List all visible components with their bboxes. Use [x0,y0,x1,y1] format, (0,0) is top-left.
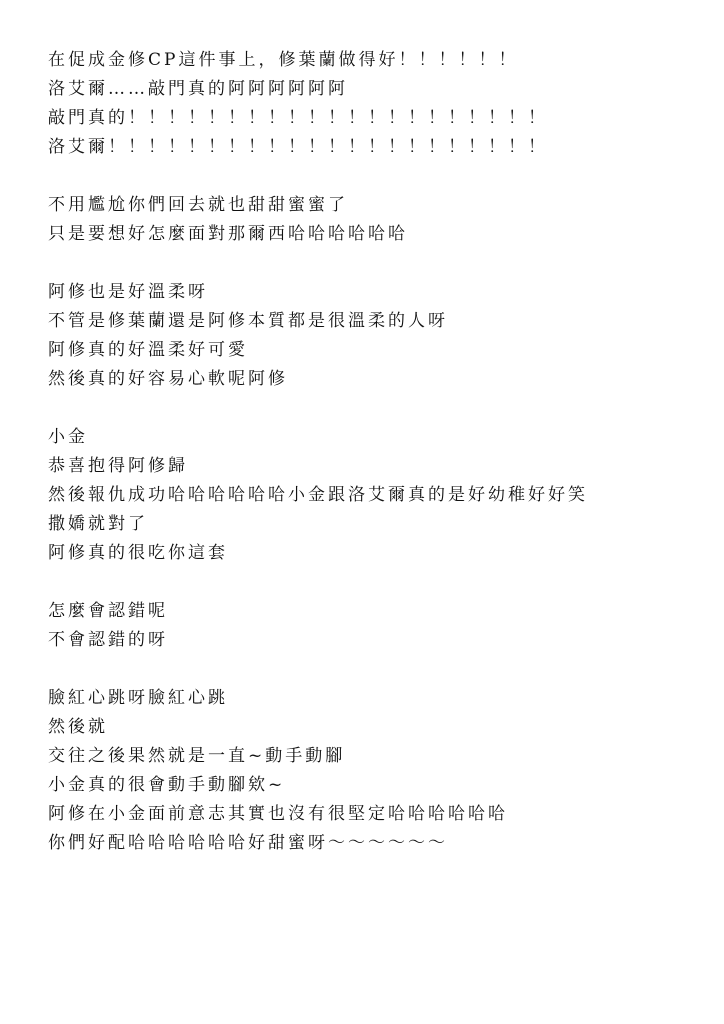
text-line: 撒嬌就對了 [48,514,148,534]
text-line: 然後報仇成功哈哈哈哈哈哈小金跟洛艾爾真的是好幼稚好好笑 [48,485,588,505]
text-line: 怎麼會認錯呢 [48,601,168,621]
text-line: 不用尷尬你們回去就也甜甜蜜蜜了 [48,195,348,215]
paragraph-gap [48,655,688,684]
text-line: 洛艾爾……敲門真的阿阿阿阿阿阿 [48,79,348,99]
paragraph-gap [48,249,688,278]
paragraph [48,278,688,394]
text-line: 洛艾爾！！！！！！！！！！！！！！！！！！！！！！ [48,137,548,157]
paragraph-gap [48,394,688,423]
paragraph-gap [48,568,688,597]
text-line: 恭喜抱得阿修歸 [48,456,188,476]
paragraph [48,46,688,162]
paragraph [48,423,688,568]
text-line: 你們好配哈哈哈哈哈哈好甜蜜呀～～～～～～ [48,833,448,853]
paragraph [48,191,688,249]
text-line: 然後真的好容易心軟呢阿修 [48,369,288,389]
text-line: 只是要想好怎麼面對那爾西哈哈哈哈哈哈 [48,224,408,244]
text-line: 阿修真的好溫柔好可愛 [48,340,248,360]
text-line: 然後就 [48,717,108,737]
text-line: 阿修真的很吃你這套 [48,543,228,563]
paragraph-gap [48,162,688,191]
text-line: 小金 [48,427,88,447]
text-line: 不會認錯的呀 [48,630,168,650]
text-line: 敲門真的！！！！！！！！！！！！！！！！！！！！！ [48,108,548,128]
paragraph [48,684,688,858]
paragraph [48,597,688,655]
text-line: 不管是修葉蘭還是阿修本質都是很溫柔的人呀 [48,311,448,331]
text-line: 在促成金修CP這件事上，修葉蘭做得好！！！！！！ [48,50,519,70]
text-line: 阿修在小金面前意志其實也沒有很堅定哈哈哈哈哈哈 [48,804,508,824]
document-body [48,46,688,858]
text-line: 臉紅心跳呀臉紅心跳 [48,688,228,708]
text-line: 小金真的很會動手動腳欸~ [48,775,286,795]
text-line: 交往之後果然就是一直~動手動腳 [48,746,346,766]
text-line: 阿修也是好溫柔呀 [48,282,208,302]
